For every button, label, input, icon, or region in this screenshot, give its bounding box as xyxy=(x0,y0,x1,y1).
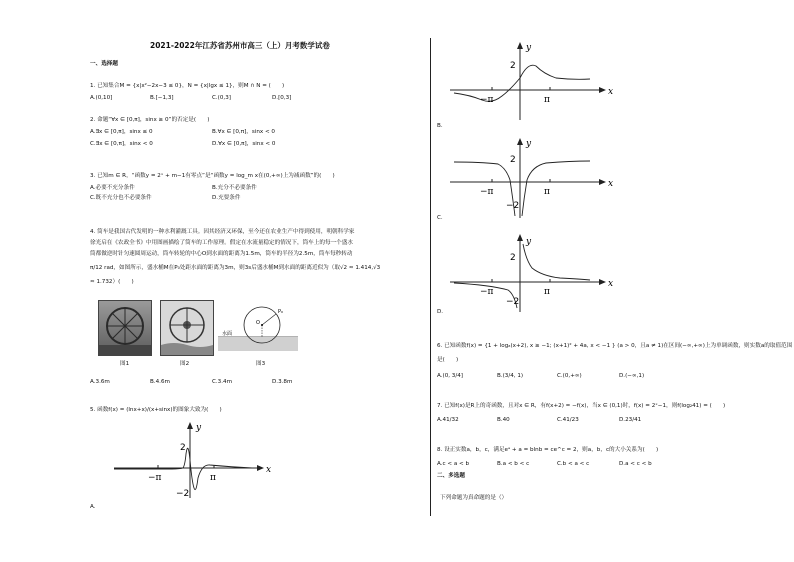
waterwheel-diagram-3 xyxy=(218,300,298,356)
graph-c-tick-pi: π xyxy=(544,187,550,197)
fig3-water-label: 水面 xyxy=(222,331,233,337)
q6-option-d[interactable]: D.(−∞,1) xyxy=(619,373,645,379)
graph-b-label[interactable]: B. xyxy=(437,123,443,129)
q7-stem: 7. 已知f(x)是R上的奇函数，且对x ∈ R，有f(x+2) = −f(x)，当x ∈ (0,1)时，f(x) = 2ˣ−1，则f(log₂41) = ( ) xyxy=(437,403,726,409)
fig3-p0-label: P₀ xyxy=(278,309,284,315)
waterwheel-1-drawing xyxy=(99,301,151,355)
q3-option-b[interactable]: B.充分不必要条件 xyxy=(212,185,257,191)
q6-line-2: 是( ) xyxy=(437,357,459,363)
q6-option-b[interactable]: B.(3/4, 1) xyxy=(497,373,524,379)
q3-stem: 3. 已知m ∈ R，“函数y = 2ˣ + m−1有零点”是“函数y = log_m x在(0,+∞)上为减函数”的( ) xyxy=(90,173,335,179)
q4-line-5: ≈ 1.732）( ) xyxy=(90,279,134,285)
graph-d-y-label: y xyxy=(526,237,532,247)
graph-d-tick-2: 2 xyxy=(510,253,516,263)
fig2-caption: 图2 xyxy=(180,361,190,367)
q7-option-b[interactable]: B.40 xyxy=(497,417,510,423)
q1-option-d[interactable]: D.[0,3] xyxy=(272,95,292,101)
graph-c-tick-neg2: −2 xyxy=(506,201,520,211)
graph-a-tick-2: 2 xyxy=(180,443,186,453)
q9-stem: 下列命题为真命题的是（） xyxy=(440,495,508,501)
graph-a-tick-pi: π xyxy=(210,473,216,483)
q2-option-a[interactable]: A.∃x ∈ [0,π]，sinx ≤ 0 xyxy=(90,129,153,135)
q6-option-a[interactable]: A.(0, 3/4] xyxy=(437,373,463,379)
graph-a xyxy=(92,420,272,500)
waterwheel-2-drawing xyxy=(161,301,213,355)
q1-option-c[interactable]: C.(0,3] xyxy=(212,95,231,101)
q4-option-c[interactable]: C.3.4m xyxy=(212,379,233,385)
q3-option-c[interactable]: C.既不充分也不必要条件 xyxy=(90,195,152,201)
graph-d-label[interactable]: D. xyxy=(437,309,444,315)
q8-option-b[interactable]: B.a < b < c xyxy=(497,461,530,467)
q3-option-a[interactable]: A.必要不充分条件 xyxy=(90,185,135,191)
waterwheel-photo-1 xyxy=(98,300,152,356)
graph-b-y-label: y xyxy=(526,43,532,53)
graph-d-tick-pi: π xyxy=(544,287,550,297)
graph-c-tick-2: 2 xyxy=(510,155,516,165)
q4-line-1: 4. 筒车是我国古代发明的一种水利灌溉工具。因其经济又环保，至今还在农业生产中得到使用，明朝科学家 xyxy=(90,229,355,235)
graph-d-tick-neg2: −2 xyxy=(506,297,520,307)
q2-option-b[interactable]: B.∀x ∈ [0,π]，sinx < 0 xyxy=(212,129,275,135)
column-divider xyxy=(430,38,431,516)
graph-b-tick-pi: π xyxy=(544,95,550,105)
graph-d-tick-negpi: −π xyxy=(480,287,494,297)
waterwheel-drawing-2 xyxy=(160,300,214,356)
q4-option-d[interactable]: D.3.8m xyxy=(272,379,293,385)
fig3-caption: 图3 xyxy=(256,361,266,367)
q4-option-a[interactable]: A.3.6m xyxy=(90,379,110,385)
q7-option-d[interactable]: D.23/41 xyxy=(619,417,642,423)
q2-option-c[interactable]: C.∃x ∈ [0,π]，sinx < 0 xyxy=(90,141,153,147)
q3-option-d[interactable]: D.充要条件 xyxy=(212,195,241,201)
fig3-o-label: O xyxy=(256,320,260,326)
q4-option-b[interactable]: B.4.6m xyxy=(150,379,170,385)
q8-option-c[interactable]: C.b < a < c xyxy=(557,461,590,467)
graph-d-x-label: x xyxy=(608,279,614,289)
graph-b-tick-negpi: −π xyxy=(480,95,494,105)
q1-stem: 1. 已知集合M = {x|x²−2x−3 ≤ 0}，N = {x|lgx ≤ 1}，则M ∩ N = ( ) xyxy=(90,83,285,89)
graph-a-tick-negpi: −π xyxy=(148,473,162,483)
q4-line-4: π/12 rad，如图所示，盛水桶M在P₀处距水面的距离为3m，则3s后盛水桶M到水面的距离近似为（取√2 ≈ 1.414,√3 xyxy=(90,265,381,271)
graph-c xyxy=(440,136,620,220)
fig1-caption: 图1 xyxy=(120,361,130,367)
section-multi-choice: 二、多选题 xyxy=(437,473,465,479)
graph-b-x-label: x xyxy=(608,87,614,97)
graph-a-tick-neg2: −2 xyxy=(176,489,190,499)
graph-c-tick-negpi: −π xyxy=(480,187,494,197)
q5-stem: 5. 函数f(x) = (lnx+x)/(x+sinx)的图象大致为( ) xyxy=(90,407,222,413)
graph-a-y-label: y xyxy=(196,423,202,433)
q2-stem: 2. 命题“∀x ∈ [0,π]，sinx ≥ 0”的否定是( ) xyxy=(90,117,210,123)
q8-stem: 8. 设正实数a，b，c，满足eᵃ + a = blnb = ce^c = 2，则a，b，c的大小关系为( ) xyxy=(437,447,659,453)
page-title: 2021-2022年江苏省苏州市高三（上）月考数学试卷 xyxy=(150,41,330,50)
graph-c-x-label: x xyxy=(608,179,614,189)
graph-b xyxy=(440,38,620,122)
q5-option-a-label[interactable]: A. xyxy=(90,504,96,510)
q4-line-3: 筒都做逆时针匀速圆周运动，筒车转轮的中心O到水面的距离为1.5m，筒车的半径为2.5m，筒车每秒转动 xyxy=(90,251,353,257)
q8-option-d[interactable]: D.a < c < b xyxy=(619,461,652,467)
graph-d xyxy=(440,230,620,314)
q7-option-a[interactable]: A.41/32 xyxy=(437,417,459,423)
q7-option-c[interactable]: C.41/23 xyxy=(557,417,579,423)
q6-line-1: 6. 已知函数f(x) = {1 + logₐ(x+2), x ≥ −1; (x+1)² + 4a, x < −1 } (a > 0，且a ≠ 1)在区间(−∞,+∞)上为单调函数，则实数a的取值范围 xyxy=(437,343,793,349)
q6-option-c[interactable]: C.(0,+∞) xyxy=(557,373,582,379)
q4-line-2: 徐光启在《农政全书》中用图画描绘了筒车的工作原理。假定在水流量稳定的情况下，筒车上的每一个盛水 xyxy=(90,240,353,246)
q1-option-a[interactable]: A.(0,10] xyxy=(90,95,113,101)
graph-b-tick-2: 2 xyxy=(510,61,516,71)
q2-option-d[interactable]: D.∀x ∈ [0,π]，sinx < 0 xyxy=(212,141,276,147)
section-single-choice: 一、选择题 xyxy=(90,61,118,67)
graph-c-y-label: y xyxy=(526,139,532,149)
q1-option-b[interactable]: B.[−1,3] xyxy=(150,95,174,101)
graph-a-x-label: x xyxy=(266,465,272,475)
q8-option-a[interactable]: A.c < a < b xyxy=(437,461,470,467)
graph-c-label[interactable]: C. xyxy=(437,215,443,221)
